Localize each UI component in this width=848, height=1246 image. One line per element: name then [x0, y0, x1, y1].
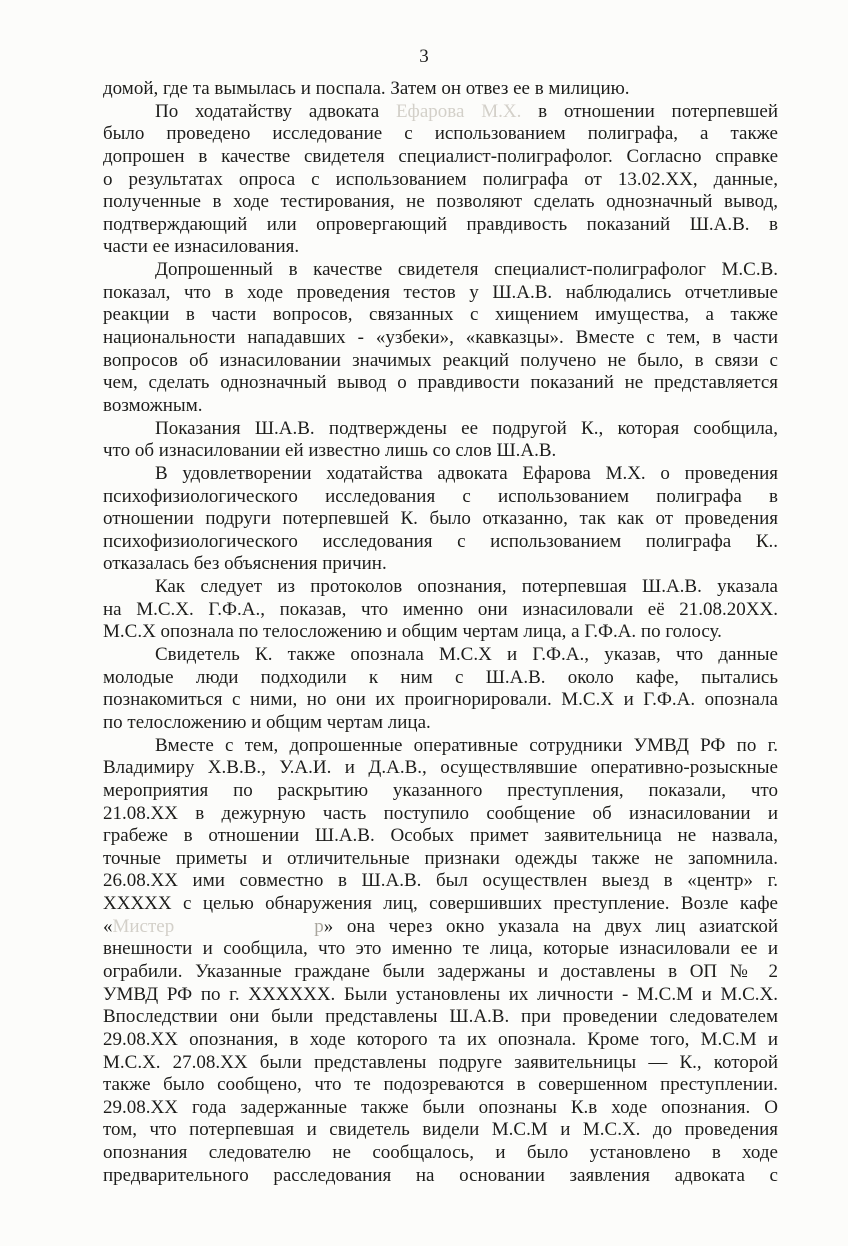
- text-line: 29.08.ХХ опознания, в ходе которого та их опознала. Кроме того, М.С.М и: [103, 1028, 778, 1050]
- text-line: чем, сделать однозначный вывод о правдивости показаний не представляется: [103, 372, 778, 394]
- text-line: 26.08.ХХ ими совместно в Ш.А.В. был осуществлен выезд в «центр» г.: [103, 870, 778, 892]
- text-line: точные приметы и отличительные признаки одежды также не запомнила.: [103, 847, 778, 869]
- page-number: 3: [419, 46, 429, 67]
- text-line: на М.С.Х. Г.Ф.А., показав, что именно они изнасиловали её 21.08.20ХХ.: [103, 598, 778, 620]
- text-line: отказалась без объяснения причин.: [103, 553, 387, 575]
- text-line: по телосложению и общим чертам лица.: [103, 711, 431, 733]
- text-line: М.С.Х. 27.08.ХХ были представлены подруге заявительницы — К., которой: [103, 1051, 778, 1073]
- text-line: допрошен в качестве свидетеля специалист-полиграфолог. Согласно справке: [103, 145, 778, 167]
- text-line: также было сообщено, что те подозреваются в совершенном преступлении.: [103, 1074, 778, 1096]
- text-line: мероприятия по раскрытию указанного преступления, показали, что: [103, 779, 778, 801]
- text-line: возможным.: [103, 394, 203, 416]
- text-segment: » она через окно указала на двух лиц азиатской: [323, 915, 778, 937]
- text-line: о результатах опроса с использованием полиграфа от 13.02.ХХ, данные,: [103, 168, 778, 190]
- redacted-advocate-name: Ефарова М.Х.: [395, 100, 522, 122]
- text-line: Впоследствии они были представлены Ш.А.В. при проведении следователем: [103, 1006, 778, 1028]
- text-line: Как следует из протоколов опознания, потерпевшая Ш.А.В. указала: [155, 576, 778, 598]
- text-line: [103, 916, 778, 939]
- erased-text-gap: [174, 931, 314, 932]
- text-line: Показания Ш.А.В. подтверждены ее подругой К., которая сообщила,: [155, 417, 778, 439]
- redacted-cafe-name-tail: р: [314, 915, 324, 937]
- text-line: предварительного расследования на основании заявления адвоката с: [103, 1164, 778, 1186]
- document-page: [0, 46, 848, 1246]
- text-line: подтверждающий или опровергающий правдивость показаний Ш.А.В. в: [103, 213, 778, 235]
- text-line: Владимиру Х.В.В., У.А.И. и Д.А.В., осуществлявшие оперативно-розыскные: [103, 757, 778, 779]
- text-line: внешности и сообщила, что это именно те лица, которые изнасиловали ее и: [103, 938, 778, 960]
- text-segment: в отношении потерпевшей: [521, 100, 778, 122]
- text-line: показал, что в ходе проведения тестов у Ш.А.В. наблюдались отчетливые: [103, 281, 778, 303]
- text-line: опознания следователю не сообщалось, и было установлено в ходе: [103, 1142, 778, 1164]
- text-line: В удовлетворении ходатайства адвоката Ефарова М.Х. о проведения: [155, 462, 778, 484]
- text-line: [103, 101, 778, 124]
- text-line: Вместе с тем, допрошенные оперативные сотрудники УМВД РФ по г.: [155, 734, 778, 756]
- text-line: полученные в ходе тестирования, не позволяют сделать однозначный вывод,: [103, 191, 778, 213]
- text-line: том, что потерпевшая и свидетель видели М.С.М и М.С.Х. до проведения: [103, 1119, 778, 1141]
- text-line: вопросов об изнасиловании значимых реакций получено не было, в связи с: [103, 349, 778, 371]
- text-line: ограбили. Указанные граждане были задержаны и доставлены в ОП № 2: [103, 960, 778, 982]
- text-line: психофизиологического исследования с использованием полиграфа в: [103, 485, 778, 507]
- redacted-cafe-name: Мистер: [112, 915, 175, 937]
- text-segment: По ходатайству адвоката: [155, 100, 396, 122]
- text-line: было проведено исследование с использованием полиграфа, а также: [103, 123, 778, 145]
- text-line: Свидетель К. также опознала М.С.Х и Г.Ф.А., указав, что данные: [155, 644, 778, 666]
- text-line: реакции в части вопросов, связанных с хищением имущества, а также: [103, 304, 778, 326]
- text-line: грабеже в отношении Ш.А.В. Особых примет заявительница не назвала,: [103, 825, 778, 847]
- text-line: М.С.Х опознала по телосложению и общим чертам лица, а Г.Ф.А. по голосу.: [103, 621, 722, 643]
- text-line: что об изнасиловании ей известно лишь со слов Ш.А.В.: [103, 440, 557, 462]
- text-line: 29.08.ХХ года задержанные также были опознаны К.в ходе опознания. О: [103, 1096, 778, 1118]
- text-line: отношении подруги потерпевшей К. было отказанно, так как от проведения: [103, 508, 778, 530]
- text-line: психофизиологического исследования с использованием полиграфа К..: [103, 530, 778, 552]
- text-line: ХХХХХ с целью обнаружения лиц, совершивших преступление. Возле кафе: [103, 893, 778, 915]
- text-line: части ее изнасилования.: [103, 236, 300, 258]
- text-line: Допрошенный в качестве свидетеля специалист-полиграфолог М.С.В.: [155, 259, 778, 281]
- text-line: УМВД РФ по г. ХХХХХХ. Были установлены их личности - М.С.М и М.С.Х.: [103, 983, 778, 1005]
- text-line: познакомиться с ними, но они их проигнорировали. М.С.Х и Г.Ф.А. опознала: [103, 689, 778, 711]
- text-line: 21.08.ХХ в дежурную часть поступило сообщение об изнасиловании и: [103, 802, 778, 824]
- text-segment: «: [103, 915, 113, 937]
- document-body: [103, 78, 778, 1187]
- text-line: молодые люди подходили к ним с Ш.А.В. около кафе, пытались: [103, 666, 778, 688]
- text-line: домой, где та вымылась и поспала. Затем он отвез ее в милицию.: [103, 78, 630, 99]
- text-line: национальности нападавших - «узбеки», «кавказцы». Вместе с тем, в части: [103, 327, 778, 349]
